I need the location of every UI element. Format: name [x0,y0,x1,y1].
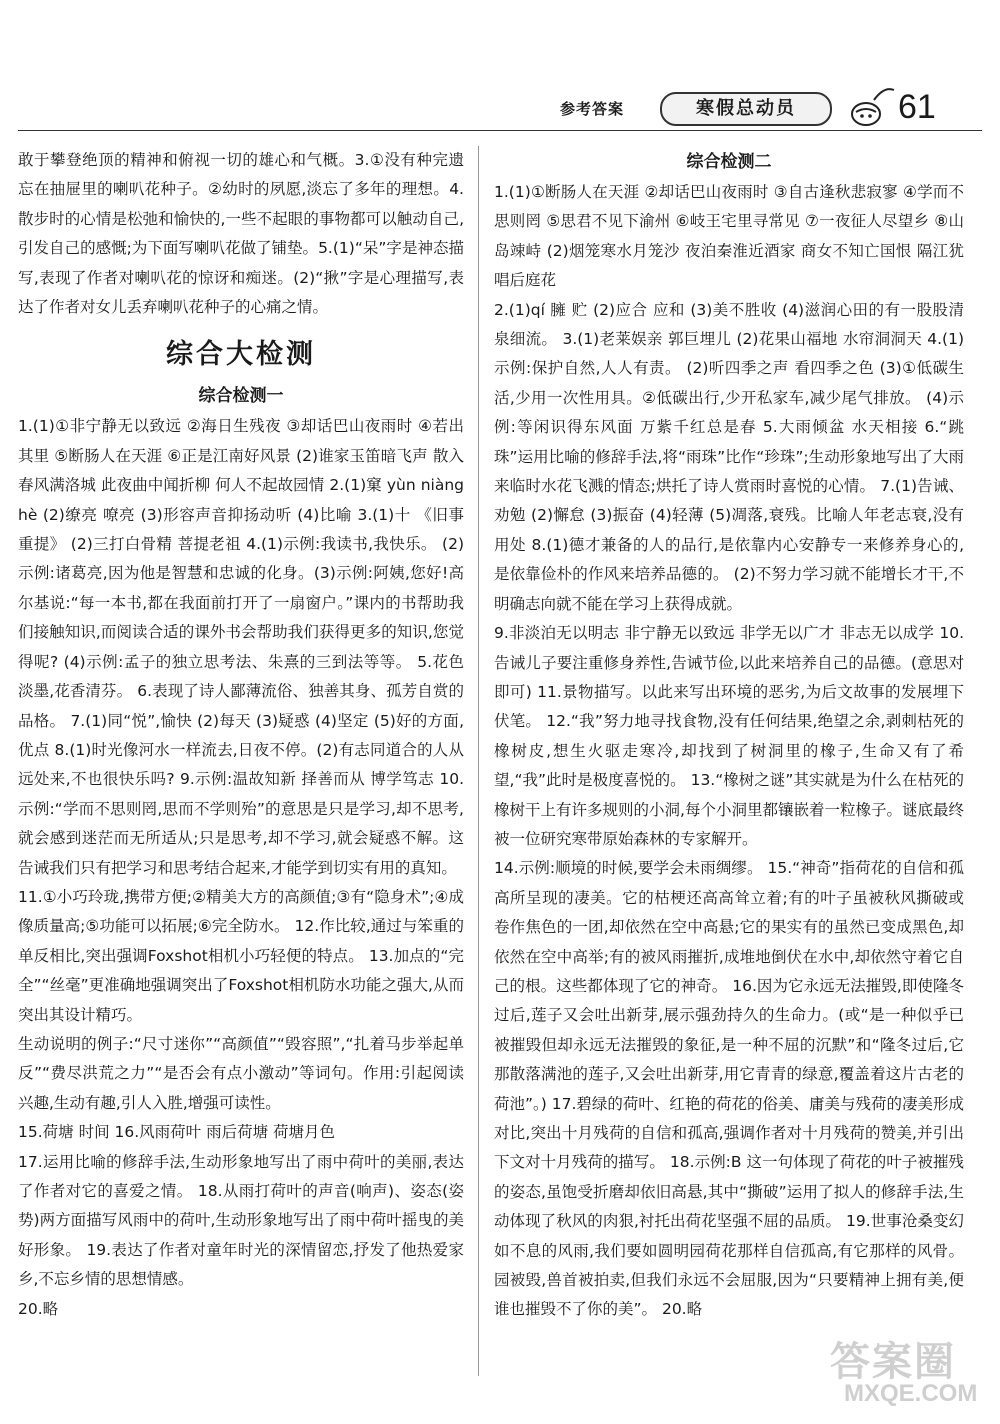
right-column [494,146,964,1325]
answer-paragraph: 17.运用比喻的修辞手法,生动形象地写出了雨中荷叶的美丽,表达了作者对它的喜爱之情。 18.从雨打荷叶的声音(响声)、姿态(姿势)两方面描写风雨中的荷叶,生动形象地写出了雨中荷叶摇曳的美好形象。 19.表达了作者对童年时光的深情留恋,抒发了他热爱家乡,不忘乡情的思想情感。 [18,1152,464,1289]
answer-paragraph: 生动说明的例子:“尺寸迷你”“高颜值”“毁容照”,“扎着马步举起单反”“费尽洪荒之力”“是否会有点小激动”等词句。作用:引起阅读兴趣,生动有趣,引人入胜,增强可读性。 [18,1034,464,1112]
subsection-heading: 综合检测一 [198,386,284,407]
page-number: 61 [898,88,936,126]
answer-paragraph: 9.非淡泊无以明志 非宁静无以致远 非学无以广才 非志无以成学 10.告诫儿子要注重修身养性,告诫节俭,以此来培养自己的品德。(意思对即可) 11.景物描写。以此来写出环境的恶劣,为后文故事的发展埋下伏笔。 12.“我”努力地寻找食物,没有任何结果,绝望之余,剥刺枯死的橡树皮,想生火驱走寒冷,却找到了树洞里的橡子,生命又有了希望,“我”此时是极度喜悦的。 13.“橡树之谜”其实就是为什么在枯死的橡树干上有许多规则的小洞,每个小洞里都镶嵌着一粒橡子。谜底最终被一位研究寒带原始森林的专家解开。 [494,624,964,848]
header-rule [18,130,982,131]
watermark [830,1330,990,1420]
answer-paragraph: 15.荷塘 时间 16.风雨荷叶 雨后荷塘 荷塘月色 [18,1123,336,1142]
answer-paragraph: 11.①小巧玲珑,携带方便;②精美大方的高颜值;③有“隐身术”;④成像质量高;⑤功能可以拓展;⑥完全防水。 12.作比较,通过与笨重的单反相比,突出强调Foxshot相机小巧轻便的特点。 13.加点的“完全”“丝毫”更准确地强调突出了Foxshot相机防水功能之强大,从而突出其设计精巧。 [18,887,464,1024]
watermark-text: 答案圈 [830,1339,956,1385]
subsection-heading: 综合检测二 [686,152,772,172]
answer-paragraph: 2.(1)qí 臃 贮 (2)应合 应和 (3)美不胜收 (4)滋润心田的有一股股清泉细流。 3.(1)老莱娱亲 郭巨埋儿 (2)花果山福地 水帘洞洞天 4.(1)示例:保护自然,人人有责。 (2)听四季之声 看四季之色 (3)①低碳生活,少用一次性用具。②低碳出行,少开私家车,减少尾气排放。 (4)示例:等闲识得东风面 万紫千红总是春 5.大雨倾盆 水天相接 6.“跳珠”运用比喻的修辞手法,将“雨珠”比作“珍珠”;生动形象地写出了大雨来临时水花飞溅的情态;烘托了诗人赏雨时喜悦的心情。 7.(1)告诫、劝勉 (2)懈怠 (3)振奋 (4)轻薄 (5)凋落,衰残。比喻人年老志衰,没有用处 8.(1)德才兼备的人的品行,是依靠内心安静专一来修养身心的,是依靠俭朴的作风来培养品德的。 (2)不努力学习就不能增长才干,不明确志向就不能在学习上获得成就。 [494,300,964,613]
page-header [560,86,980,130]
left-column [18,146,469,1324]
answer-paragraph: 1.(1)①断肠人在天涯 ②却话巴山夜雨时 ③自古逢秋悲寂寥 ④学而不思则罔 ⑤思君不见下渝州 ⑥岐王宅里寻常见 ⑦一夜征人尽望乡 ⑧山岛竦峙 (2)烟笼寒水月笼沙 夜泊秦淮近酒家 商女不知亡国恨 隔江犹唱后庭花 [494,183,964,290]
answer-paragraph: 1.(1)①非宁静无以致远 ②海日生残夜 ③却话巴山夜雨时 ④若出其里 ⑤断肠人在天涯 ⑥正是江南好风景 (2)谁家玉笛暗飞声 散入春风满洛城 此夜曲中闻折柳 何人不起故园情 2.(1)窠 yùn niàng hè (2)缭亮 嘹亮 (3)形容声音抑扬动听 (4)比喻 3.(1)十 《旧事重提》 (2)三打白骨精 菩提老祖 4.(1)示例:我读书,我快乐。 (2)示例:诸葛亮,因为他是智慧和忠诚的化身。(3)示例:阿姨,您好!高尔基说:“每一本书,都在我面前打开了一扇窗户。”课内的书帮助我们接触知识,而阅读合适的课外书会帮助我们获得更多的知识,您觉得呢? (4)示例:孟子的独立思考法、朱熹的三到法等等。 5.花色淡墨,花香清芬。 6.表现了诗人鄙薄流俗、独善其身、孤芳自赏的品格。 7.(1)同“悦”,愉快 (2)每天 (3)疑惑 (4)坚定 (5)好的方面,优点 8.(1)时光像河水一样流去,日夜不停。(2)有志同道合的人从远处来,不也很快乐吗? 9.示例:温故知新 择善而从 博学笃志 10.示例:“学而不思则罔,思而不学则殆”的意思是只是学习,却不思考,就会感到迷茫而无所适从;只是思考,却不学习,就会疑惑不解。这告诫我们只有把学习和思考结合起来,才能学到切实有用的真知。 [18,417,469,877]
header-label: 参考答案 [560,100,625,118]
column-divider [478,146,479,1376]
answer-paragraph: 敢于攀登绝顶的精神和俯视一切的雄心和气概。3.①没有种完遗忘在抽屉里的喇叭花种子。②幼时的夙愿,淡忘了多年的理想。4.散步时的心情是松弛和愉快的,一些不起眼的事物都可以触动自己,引发自己的感慨;为下面写喇叭花做了铺垫。5.(1)“呆”字是神态描写,表现了作者对喇叭花的惊讶和痴迷。(2)“揪”字是心理描写,表达了作者对女儿丢弃喇叭花种子的心痛之情。 [18,151,464,317]
answer-paragraph: 20.略 [18,1299,59,1318]
series-title: 寒假总动员 [660,92,832,126]
cartoon-logo-icon [838,86,898,130]
answer-paragraph: 14.示例:顺境的时候,要学会未雨绸缪。 15.“神奇”指荷花的自信和孤高所呈现的凄美。它的枯梗还高高耸立着;有的叶子虽被秋风撕破或卷作焦色的一团,却依然在空中高悬;它的果实有的虽然已变成黑色,却依然在空中高举;有的被风雨摧折,成堆地倒伏在水中,却依然守着它自己的根。这些都体现了它的神奇。 16.因为它永远无法摧毁,即使隆冬过后,莲子又会吐出新芽,展示强劲持久的生命力。(或“是一种似乎已被摧毁但却永远无法摧毁的象征,是一种不屈的沉默”和“隆冬过后,它那散落满池的莲子,又会吐出新芽,用它青青的绿意,覆盖着这片古老的荷池”。) 17.碧绿的荷叶、红艳的荷花的俗美、庸美与残荷的凄美形成对比,突出十月残荷的自信和孤高,强调作者对十月残荷的赞美,并引出下文对十月残荷的描写。 18.示例:B 这一句体现了荷花的叶子被摧残的姿态,虽饱受折磨却依旧高悬,其中“撕破”运用了拟人的修辞手法,生动体现了秋风的肉狠,衬托出荷花坚强不屈的品质。 19.世事沧桑变幻如不息的风雨,我们要如圆明园荷花那样自信孤高,有它那样的风骨。园被毁,兽首被拍卖,但我们永远不会屈服,因为“只要精神上拥有美,便谁也摧毁不了你的美”。 20.略 [494,859,964,1319]
watermark-url: MXQE.COM [844,1380,978,1407]
section-heading: 综合大检测 [166,339,316,371]
